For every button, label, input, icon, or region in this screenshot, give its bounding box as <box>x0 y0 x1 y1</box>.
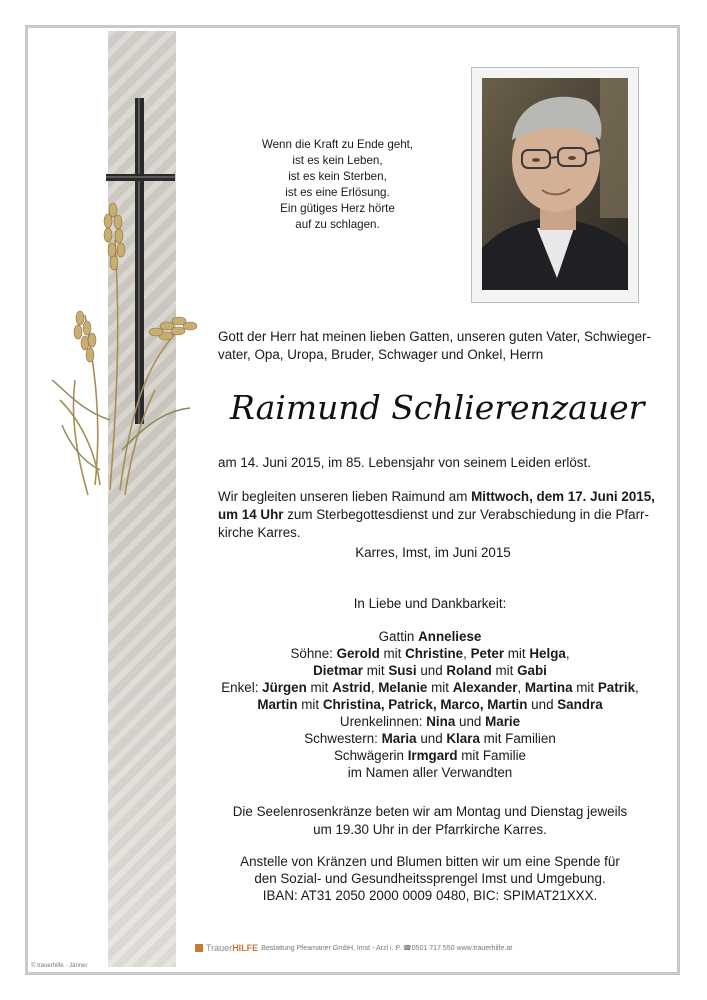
family-line-grandchildren-2: Martin mit Christina, Patrick, Marco, Martin und Sandra <box>257 697 603 712</box>
copyright: © trauerhilfe · Jänner <box>31 963 88 969</box>
funeral-date: Mittwoch, dem 17. Juni 2015, <box>471 489 655 504</box>
death-date-line: am 14. Juni 2015, im 85. Lebensjahr von seinem Leiden erlöst. <box>218 455 591 470</box>
verse-line: Wenn die Kraft zu Ende geht, <box>261 138 414 151</box>
family-line-sons: Söhne: Gerold mit Christine, Peter mit Helga, <box>290 646 570 661</box>
family-line-relatives: im Namen aller Verwandten <box>347 765 513 780</box>
verse-line: Ein gütiges Herz hörte <box>280 202 395 215</box>
family-line-wife: Gattin Anneliese <box>378 629 482 644</box>
family-heading: In Liebe und Dankbarkeit: <box>353 596 507 611</box>
verse-line: auf zu schlagen. <box>295 218 380 231</box>
footer <box>195 943 575 953</box>
place-date: Karres, Imst, im Juni 2015 <box>355 545 511 560</box>
memorial-verse <box>215 137 460 233</box>
verse-line: ist es kein Leben, <box>292 154 383 167</box>
rosary-line: Die Seelenrosenkränze beten wir am Montag und Dienstag jeweils <box>232 804 628 819</box>
funeral-info <box>218 488 655 542</box>
portrait-image <box>482 78 628 290</box>
verse-line: ist es eine Erlösung. <box>285 186 390 199</box>
brand-name: TrauerHILFE <box>206 943 259 953</box>
deceased-name: Raimund Schlierenzauer <box>230 388 645 427</box>
family-line-sisters: Schwestern: Maria und Klara mit Familien <box>304 731 556 746</box>
portrait-photo <box>471 67 639 303</box>
family-line-sister-in-law: Schwägerin Irmgard mit Familie <box>333 748 526 763</box>
footer-text: Bestattung Pfeamaner GmbH, Imst - Arzl i. P. ☎0501 717 550 www.trauerhilfe.at <box>261 945 513 952</box>
funeral-text: kirche Karres. <box>218 525 301 540</box>
cross-icon <box>40 90 230 510</box>
family-line-grandchildren: Enkel: Jürgen mit Astrid, Melanie mit Alexander, Martina mit Patrik, <box>221 680 639 695</box>
intro-line: vater, Opa, Uropa, Bruder, Schwager und Onkel, Herrn <box>218 347 544 362</box>
family-list <box>200 595 660 781</box>
rosary-line: um 19.30 Uhr in der Pfarrkirche Karres. <box>313 822 547 837</box>
donation-line: IBAN: AT31 2050 2000 0009 0480, BIC: SPIMAT21XXX. <box>262 888 598 903</box>
intro-line: Gott der Herr hat meinen lieben Gatten, unseren guten Vater, Schwieger- <box>218 329 651 344</box>
verse-line: ist es kein Sterben, <box>288 170 387 183</box>
funeral-text: zum Sterbegottesdienst und zur Verabschiedung in die Pfarr- <box>283 507 649 522</box>
rosary-info <box>200 803 660 839</box>
donation-info <box>200 853 660 904</box>
funeral-text: Wir begleiten unseren lieben Raimund am <box>218 489 472 504</box>
donation-line: Anstelle von Kränzen und Blumen bitten wir um eine Spende für <box>240 854 620 869</box>
funeral-time: um 14 Uhr <box>218 507 284 522</box>
wheat-icon <box>60 240 180 495</box>
brand-logo-icon <box>195 944 203 952</box>
donation-line: den Sozial- und Gesundheitssprengel Imst und Umgebung. <box>254 871 606 886</box>
family-line-sons-2: Dietmar mit Susi und Roland mit Gabi <box>313 663 547 678</box>
intro-text <box>218 328 651 364</box>
cross-with-wheat <box>40 90 230 510</box>
family-line-great-grandchildren: Urenkelinnen: Nina und Marie <box>339 714 521 729</box>
